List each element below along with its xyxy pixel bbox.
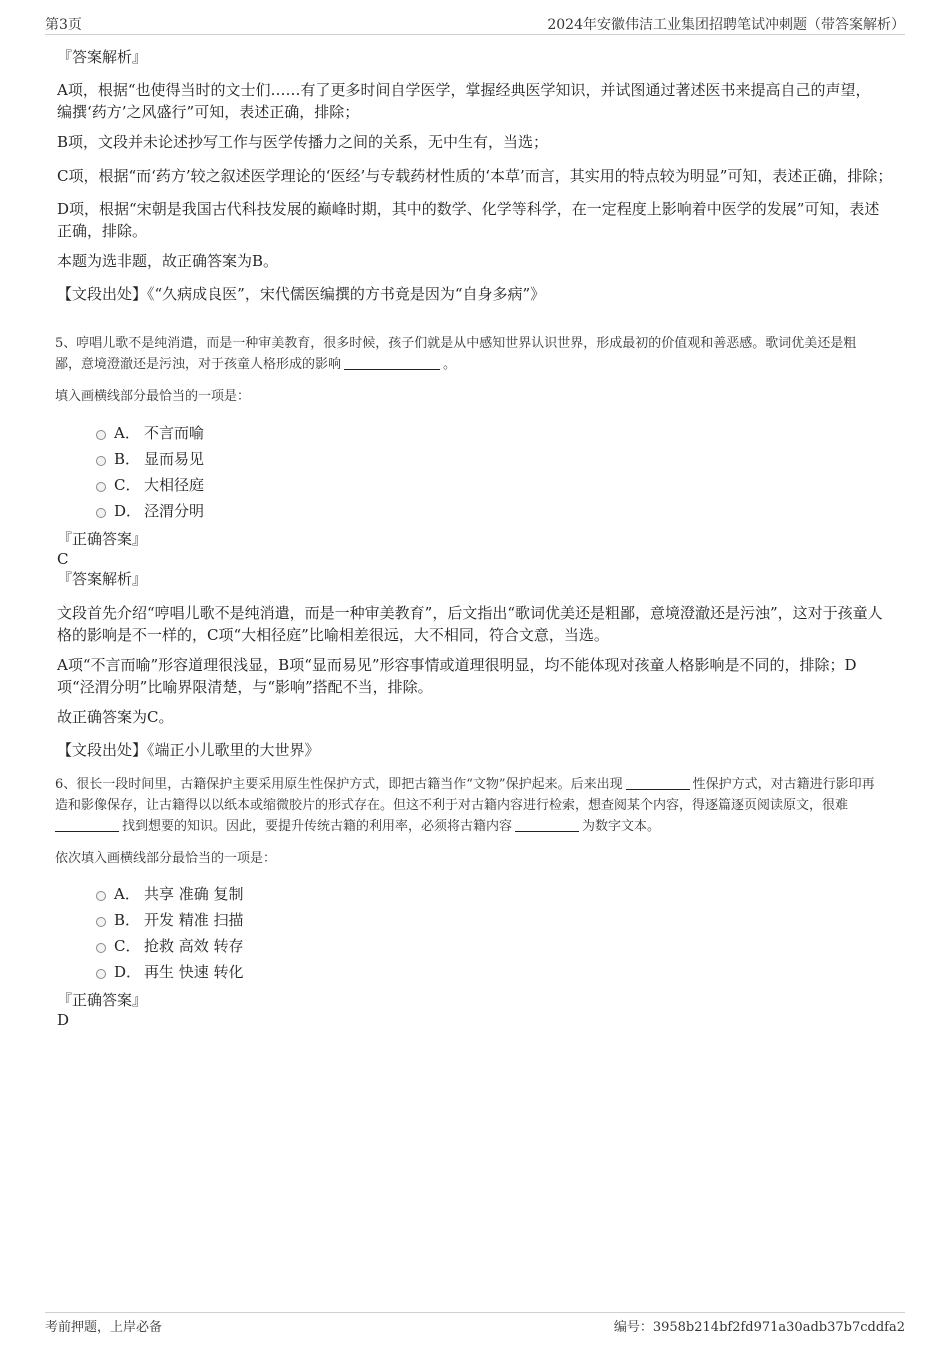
q6-stem-line1: 6、很长一段时间里，古籍保护主要采用原生性保护方式，即把古籍当作“文物”保护起来。后来出现 性保护方式，对古籍进行影印再 xyxy=(55,777,875,792)
radio-icon[interactable] xyxy=(96,456,106,466)
q4-analysis-a-line1: A项，根据“也使得当时的文士们……有了更多时间自学医学，掌握经典医学知识，并试图通过著述医书来提高自己的声望， xyxy=(57,81,871,99)
q5-answer: C xyxy=(57,550,69,568)
page-footer xyxy=(45,1312,905,1335)
page-number: 第3页 xyxy=(45,17,82,33)
q6-prompt: 依次填入画横线部分最恰当的一项是： xyxy=(55,851,277,866)
q6-stem-line2: 造和影像保存，让古籍得以以纸本或缩微胶片的形式存在。但这不利于对古籍内容进行检索，想查阅某个内容，得逐篇逐页阅读原文，很难 xyxy=(55,798,849,813)
q4-analysis-c: C项，根据“而‘药方’较之叙述医学理论的‘医经’与专载药材性质的‘本草’而言，其实用的特点较为明显”可知，表述正确，排除； xyxy=(57,167,893,185)
q6-answer: D xyxy=(57,1011,70,1029)
q4-analysis-b: B项，文段并未论述抄写工作与医学传播力之间的关系，无中生有，当选； xyxy=(57,133,549,151)
fill-blank xyxy=(344,355,440,370)
q5-stem xyxy=(55,333,885,375)
q6-option-a[interactable]: A． 共享 准确 复制 xyxy=(96,884,244,904)
radio-icon[interactable] xyxy=(96,430,106,440)
q5-analysis-1-line1: 文段首先介绍“哼唱儿歌不是纯消遣，而是一种审美教育”，后文指出“歌词优美还是粗鄙，意境澄澈还是污浊”，这对于孩童人 xyxy=(57,604,883,622)
document-title: 2024年安徽伟洁工业集团招聘笔试冲刺题（带答案解析） xyxy=(547,17,905,33)
radio-icon[interactable] xyxy=(96,943,106,953)
q6-stem-line3: 找到想要的知识。因此，要提升传统古籍的利用率，必须将古籍内容 为数字文本。 xyxy=(55,816,885,837)
q5-analysis-1-line2: 格的影响是不一样的，C项“大相径庭”比喻相差很远，大不相同，符合文意，当选。 xyxy=(57,626,609,644)
q4-analysis-a-line2: 编撰‘药方’之风盛行”可知，表述正确，排除； xyxy=(57,103,360,121)
q5-stem-line1: 5、哼唱儿歌不是纯消遣，而是一种审美教育，很多时候，孩子们就是从中感知世界认识世界，形成最初的价值观和善恶感。歌词优美还是粗 xyxy=(55,336,857,351)
q5-option-d[interactable]: D． 泾渭分明 xyxy=(96,501,204,521)
q4-analysis-a xyxy=(57,79,897,123)
q6-stem xyxy=(55,774,885,837)
q5-option-a[interactable]: A． 不言而喻 xyxy=(96,423,204,443)
q4-analysis-d-line2: 正确，排除。 xyxy=(57,222,148,240)
page-header xyxy=(45,12,905,35)
document-id: 编号：3958b214bf2fd971a30adb37b7cddfa2 xyxy=(613,1320,905,1335)
radio-icon[interactable] xyxy=(96,969,106,979)
radio-icon[interactable] xyxy=(96,891,106,901)
radio-icon[interactable] xyxy=(96,482,106,492)
q5-answer-label: 『正确答案』 xyxy=(57,530,148,548)
q4-analysis-label: 『答案解析』 xyxy=(57,48,148,66)
radio-icon[interactable] xyxy=(96,508,106,518)
footer-slogan: 考前押题，上岸必备 xyxy=(45,1320,163,1335)
radio-icon[interactable] xyxy=(96,917,106,927)
q4-source: 【文段出处】《“久病成良医”，宋代儒医编撰的方书竟是因为“自身多病”》 xyxy=(57,285,546,303)
q5-stem-line2: 鄙，意境澄澈还是污浊，对于孩童人格形成的影响 。 xyxy=(55,357,457,372)
q5-option-c[interactable]: C． 大相径庭 xyxy=(96,475,204,495)
q4-analysis-d xyxy=(57,198,897,242)
fill-blank xyxy=(55,817,119,832)
q5-prompt: 填入画横线部分最恰当的一项是： xyxy=(55,389,251,404)
fill-blank xyxy=(515,817,579,832)
q4-conclusion: 本题为选非题，故正确答案为B。 xyxy=(57,252,279,270)
q6-option-c[interactable]: C． 抢救 高效 转存 xyxy=(96,936,244,956)
q5-analysis-2-line1: A项“不言而喻”形容道理很浅显，B项“显而易见”形容事情或道理很明显，均不能体现对孩童人格影响是不同的，排除；D xyxy=(57,656,857,674)
q4-analysis-d-line1: D项，根据“宋朝是我国古代科技发展的巅峰时期，其中的数学、化学等科学，在一定程度上影响着中医学的发展”可知，表述 xyxy=(57,200,880,218)
q5-analysis-2 xyxy=(57,654,897,698)
q5-option-b[interactable]: B． 显而易见 xyxy=(96,449,204,469)
q6-answer-label: 『正确答案』 xyxy=(57,991,148,1009)
q5-analysis-label: 『答案解析』 xyxy=(57,570,148,588)
q5-conclusion: 故正确答案为C。 xyxy=(57,708,174,726)
q5-source: 【文段出处】《端正小儿歌里的大世界》 xyxy=(57,741,320,759)
fill-blank xyxy=(626,775,690,790)
q6-option-b[interactable]: B． 开发 精准 扫描 xyxy=(96,910,244,930)
q6-option-d[interactable]: D． 再生 快速 转化 xyxy=(96,962,244,982)
q5-analysis-2-line2: 项“泾渭分明”比喻界限清楚，与“影响”搭配不当，排除。 xyxy=(57,678,433,696)
q5-analysis-1 xyxy=(57,602,897,646)
